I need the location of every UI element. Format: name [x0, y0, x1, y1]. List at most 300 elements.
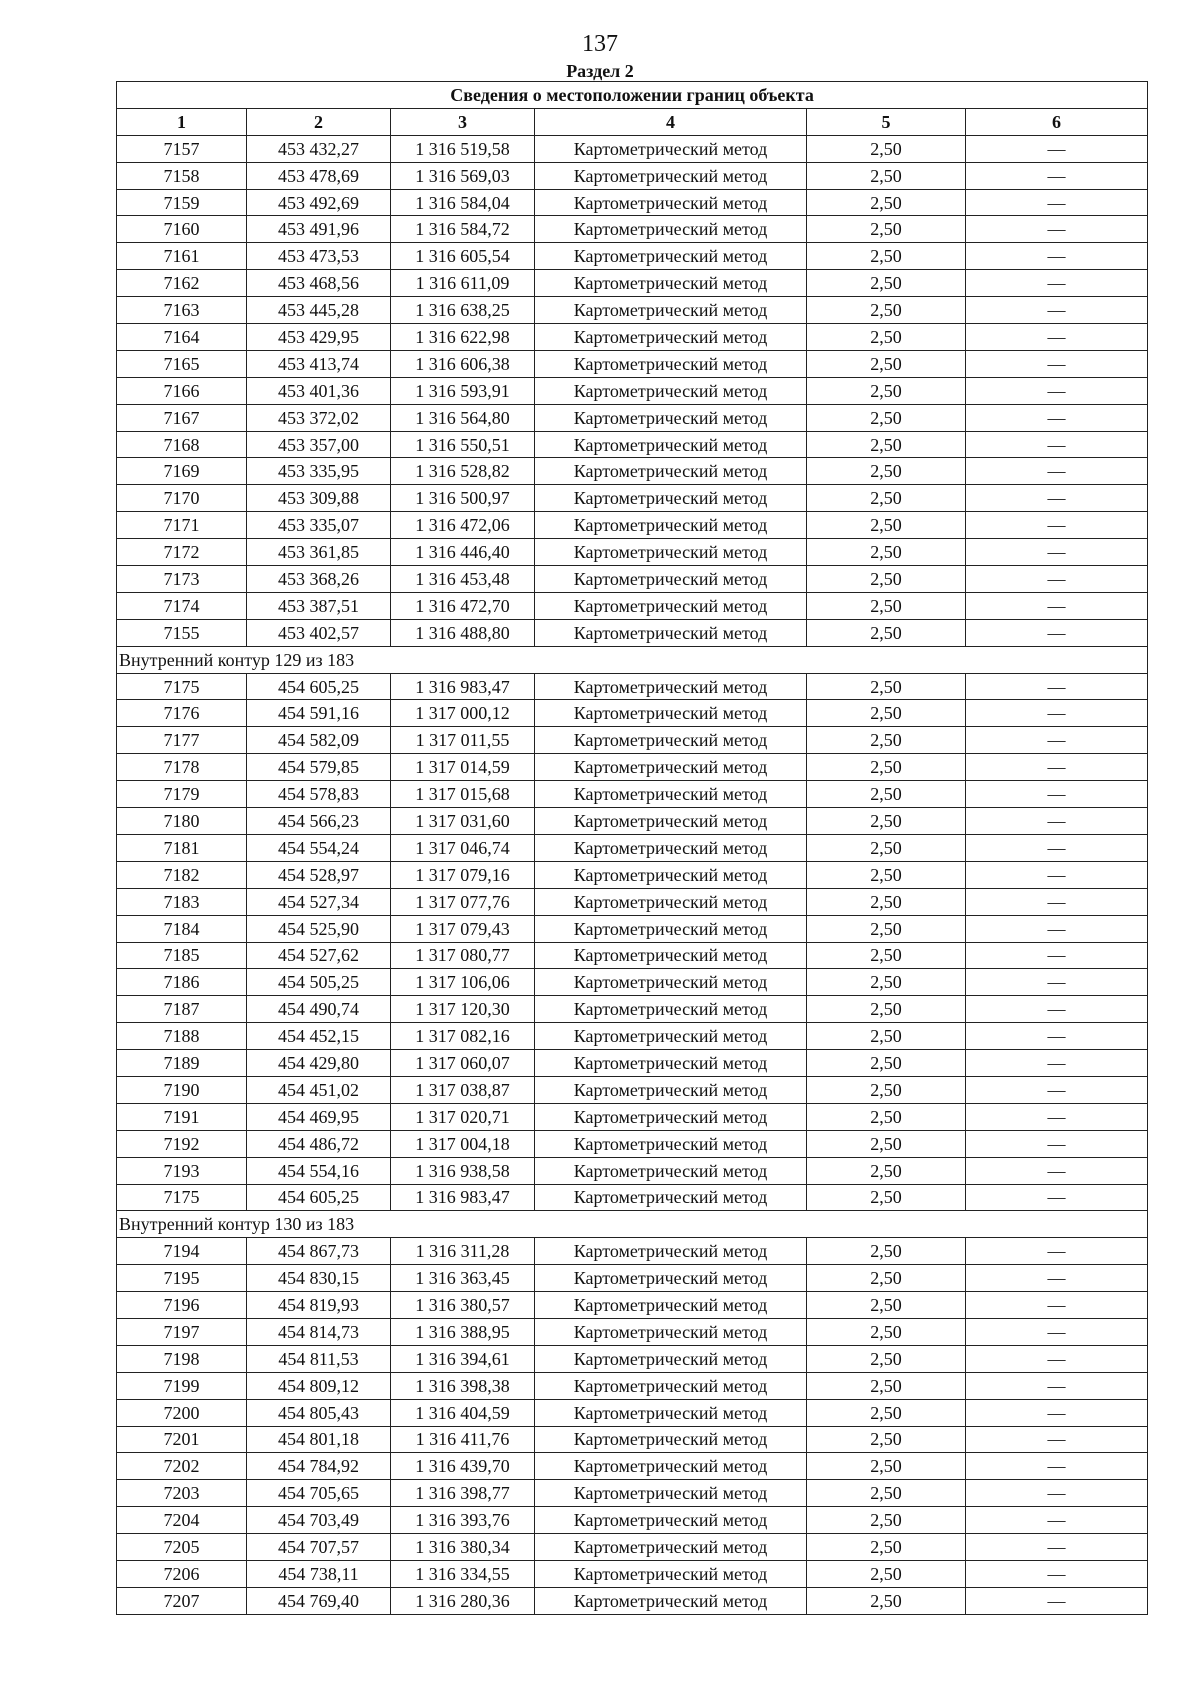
x-coordinate-cell: 454 867,73 — [247, 1238, 391, 1265]
note-cell: — — [966, 297, 1148, 324]
accuracy-cell: 2,50 — [807, 1076, 966, 1103]
method-cell: Картометрический метод — [535, 1076, 807, 1103]
method-cell: Картометрический метод — [535, 377, 807, 404]
x-coordinate-cell: 453 372,02 — [247, 404, 391, 431]
x-coordinate-cell: 454 582,09 — [247, 727, 391, 754]
x-coordinate-cell: 454 591,16 — [247, 700, 391, 727]
point-number-cell: 7206 — [117, 1560, 247, 1587]
x-coordinate-cell: 454 486,72 — [247, 1130, 391, 1157]
note-cell: — — [966, 243, 1148, 270]
note-cell: — — [966, 162, 1148, 189]
method-cell: Картометрический метод — [535, 216, 807, 243]
accuracy-cell: 2,50 — [807, 1560, 966, 1587]
method-cell: Картометрический метод — [535, 539, 807, 566]
point-number-cell: 7172 — [117, 539, 247, 566]
x-coordinate-cell: 453 429,95 — [247, 324, 391, 351]
point-number-cell: 7180 — [117, 808, 247, 835]
y-coordinate-cell: 1 316 611,09 — [391, 270, 535, 297]
x-coordinate-cell: 454 429,80 — [247, 1050, 391, 1077]
x-coordinate-cell: 454 738,11 — [247, 1560, 391, 1587]
method-cell: Картометрический метод — [535, 1157, 807, 1184]
method-cell: Картометрический метод — [535, 888, 807, 915]
x-coordinate-cell: 454 469,95 — [247, 1103, 391, 1130]
note-cell: — — [966, 996, 1148, 1023]
note-cell: — — [966, 619, 1148, 646]
y-coordinate-cell: 1 316 393,76 — [391, 1507, 535, 1534]
accuracy-cell: 2,50 — [807, 619, 966, 646]
point-number-cell: 7196 — [117, 1292, 247, 1319]
table-row — [117, 861, 1148, 888]
point-number-cell: 7158 — [117, 162, 247, 189]
table-row — [117, 1534, 1148, 1561]
x-coordinate-cell: 454 705,65 — [247, 1480, 391, 1507]
table-row — [117, 1399, 1148, 1426]
method-cell: Картометрический метод — [535, 727, 807, 754]
accuracy-cell: 2,50 — [807, 1157, 966, 1184]
table-row — [117, 431, 1148, 458]
point-number-cell: 7177 — [117, 727, 247, 754]
note-cell: — — [966, 1130, 1148, 1157]
y-coordinate-cell: 1 317 038,87 — [391, 1076, 535, 1103]
point-number-cell: 7205 — [117, 1534, 247, 1561]
y-coordinate-cell: 1 316 550,51 — [391, 431, 535, 458]
accuracy-cell: 2,50 — [807, 216, 966, 243]
table-row — [117, 1345, 1148, 1372]
accuracy-cell: 2,50 — [807, 727, 966, 754]
x-coordinate-cell: 453 413,74 — [247, 350, 391, 377]
point-number-cell: 7160 — [117, 216, 247, 243]
y-coordinate-cell: 1 317 060,07 — [391, 1050, 535, 1077]
note-cell: — — [966, 1318, 1148, 1345]
table-row — [117, 1265, 1148, 1292]
section-title: Раздел 2 — [566, 61, 634, 81]
table-row — [117, 888, 1148, 915]
accuracy-cell: 2,50 — [807, 808, 966, 835]
accuracy-cell: 2,50 — [807, 1103, 966, 1130]
method-cell: Картометрический метод — [535, 404, 807, 431]
y-coordinate-cell: 1 316 528,82 — [391, 458, 535, 485]
x-coordinate-cell: 454 554,16 — [247, 1157, 391, 1184]
accuracy-cell: 2,50 — [807, 377, 966, 404]
accuracy-cell: 2,50 — [807, 1345, 966, 1372]
note-cell: — — [966, 861, 1148, 888]
x-coordinate-cell: 453 361,85 — [247, 539, 391, 566]
y-coordinate-cell: 1 317 004,18 — [391, 1130, 535, 1157]
point-number-cell: 7195 — [117, 1265, 247, 1292]
point-number-cell: 7162 — [117, 270, 247, 297]
method-cell: Картометрический метод — [535, 431, 807, 458]
point-number-cell: 7201 — [117, 1426, 247, 1453]
table-title-row — [117, 82, 1148, 109]
method-cell: Картометрический метод — [535, 592, 807, 619]
y-coordinate-cell: 1 317 046,74 — [391, 834, 535, 861]
x-coordinate-cell: 453 432,27 — [247, 135, 391, 162]
accuracy-cell: 2,50 — [807, 324, 966, 351]
y-coordinate-cell: 1 316 584,72 — [391, 216, 535, 243]
accuracy-cell: 2,50 — [807, 512, 966, 539]
table-row — [117, 539, 1148, 566]
y-coordinate-cell: 1 316 638,25 — [391, 297, 535, 324]
accuracy-cell: 2,50 — [807, 1372, 966, 1399]
point-number-cell: 7200 — [117, 1399, 247, 1426]
accuracy-cell: 2,50 — [807, 1050, 966, 1077]
method-cell: Картометрический метод — [535, 1426, 807, 1453]
note-cell: — — [966, 942, 1148, 969]
method-cell: Картометрический метод — [535, 1265, 807, 1292]
point-number-cell: 7175 — [117, 673, 247, 700]
note-cell: — — [966, 700, 1148, 727]
accuracy-cell: 2,50 — [807, 781, 966, 808]
method-cell: Картометрический метод — [535, 1184, 807, 1211]
point-number-cell: 7185 — [117, 942, 247, 969]
y-coordinate-cell: 1 317 080,77 — [391, 942, 535, 969]
accuracy-cell: 2,50 — [807, 458, 966, 485]
point-number-cell: 7155 — [117, 619, 247, 646]
x-coordinate-cell: 454 566,23 — [247, 808, 391, 835]
point-number-cell: 7163 — [117, 297, 247, 324]
table-row — [117, 1560, 1148, 1587]
note-cell: — — [966, 404, 1148, 431]
y-coordinate-cell: 1 317 120,30 — [391, 996, 535, 1023]
accuracy-cell: 2,50 — [807, 888, 966, 915]
note-cell: — — [966, 458, 1148, 485]
method-cell: Картометрический метод — [535, 458, 807, 485]
point-number-cell: 7170 — [117, 485, 247, 512]
note-cell: — — [966, 216, 1148, 243]
method-cell: Картометрический метод — [535, 350, 807, 377]
y-coordinate-cell: 1 317 079,16 — [391, 861, 535, 888]
x-coordinate-cell: 453 473,53 — [247, 243, 391, 270]
y-coordinate-cell: 1 316 398,38 — [391, 1372, 535, 1399]
x-coordinate-cell: 453 492,69 — [247, 189, 391, 216]
y-coordinate-cell: 1 316 334,55 — [391, 1560, 535, 1587]
table-row — [117, 673, 1148, 700]
contour-label: Внутренний контур 130 из 183 — [117, 1211, 1148, 1238]
note-cell: — — [966, 1184, 1148, 1211]
point-number-cell: 7184 — [117, 915, 247, 942]
method-cell: Картометрический метод — [535, 189, 807, 216]
accuracy-cell: 2,50 — [807, 404, 966, 431]
method-cell: Картометрический метод — [535, 485, 807, 512]
note-cell: — — [966, 189, 1148, 216]
method-cell: Картометрический метод — [535, 619, 807, 646]
x-coordinate-cell: 454 451,02 — [247, 1076, 391, 1103]
y-coordinate-cell: 1 316 311,28 — [391, 1238, 535, 1265]
y-coordinate-cell: 1 316 453,48 — [391, 566, 535, 593]
method-cell: Картометрический метод — [535, 700, 807, 727]
table-row — [117, 592, 1148, 619]
point-number-cell: 7187 — [117, 996, 247, 1023]
method-cell: Картометрический метод — [535, 566, 807, 593]
y-coordinate-cell: 1 316 584,04 — [391, 189, 535, 216]
point-number-cell: 7161 — [117, 243, 247, 270]
x-coordinate-cell: 453 387,51 — [247, 592, 391, 619]
note-cell: — — [966, 1292, 1148, 1319]
accuracy-cell: 2,50 — [807, 1184, 966, 1211]
y-coordinate-cell: 1 316 564,80 — [391, 404, 535, 431]
table-row — [117, 619, 1148, 646]
table-row — [117, 243, 1148, 270]
method-cell: Картометрический метод — [535, 996, 807, 1023]
x-coordinate-cell: 454 505,25 — [247, 969, 391, 996]
accuracy-cell: 2,50 — [807, 861, 966, 888]
method-cell: Картометрический метод — [535, 297, 807, 324]
x-coordinate-cell: 454 819,93 — [247, 1292, 391, 1319]
table-row — [117, 727, 1148, 754]
y-coordinate-cell: 1 316 472,06 — [391, 512, 535, 539]
accuracy-cell: 2,50 — [807, 942, 966, 969]
point-number-cell: 7171 — [117, 512, 247, 539]
x-coordinate-cell: 454 605,25 — [247, 1184, 391, 1211]
x-coordinate-cell: 454 707,57 — [247, 1534, 391, 1561]
y-coordinate-cell: 1 316 363,45 — [391, 1265, 535, 1292]
table-row — [117, 189, 1148, 216]
accuracy-cell: 2,50 — [807, 754, 966, 781]
y-coordinate-cell: 1 316 388,95 — [391, 1318, 535, 1345]
y-coordinate-cell: 1 316 488,80 — [391, 619, 535, 646]
accuracy-cell: 2,50 — [807, 539, 966, 566]
y-coordinate-cell: 1 316 569,03 — [391, 162, 535, 189]
point-number-cell: 7204 — [117, 1507, 247, 1534]
table-row — [117, 1426, 1148, 1453]
note-cell: — — [966, 1372, 1148, 1399]
note-cell: — — [966, 1453, 1148, 1480]
note-cell: — — [966, 915, 1148, 942]
accuracy-cell: 2,50 — [807, 485, 966, 512]
method-cell: Картометрический метод — [535, 1587, 807, 1614]
method-cell: Картометрический метод — [535, 1453, 807, 1480]
point-number-cell: 7181 — [117, 834, 247, 861]
y-coordinate-cell: 1 316 472,70 — [391, 592, 535, 619]
point-number-cell: 7192 — [117, 1130, 247, 1157]
y-coordinate-cell: 1 317 106,06 — [391, 969, 535, 996]
accuracy-cell: 2,50 — [807, 350, 966, 377]
table-row — [117, 834, 1148, 861]
method-cell: Картометрический метод — [535, 1399, 807, 1426]
y-coordinate-cell: 1 317 014,59 — [391, 754, 535, 781]
contour-label: Внутренний контур 129 из 183 — [117, 646, 1148, 673]
x-coordinate-cell: 454 830,15 — [247, 1265, 391, 1292]
note-cell: — — [966, 566, 1148, 593]
table-row — [117, 1480, 1148, 1507]
table-row — [117, 1184, 1148, 1211]
note-cell: — — [966, 539, 1148, 566]
note-cell: — — [966, 350, 1148, 377]
method-cell: Картометрический метод — [535, 808, 807, 835]
point-number-cell: 7203 — [117, 1480, 247, 1507]
x-coordinate-cell: 453 478,69 — [247, 162, 391, 189]
table-row — [117, 350, 1148, 377]
x-coordinate-cell: 453 402,57 — [247, 619, 391, 646]
column-number: 6 — [966, 108, 1148, 135]
note-cell: — — [966, 888, 1148, 915]
column-number: 4 — [535, 108, 807, 135]
y-coordinate-cell: 1 316 411,76 — [391, 1426, 535, 1453]
y-coordinate-cell: 1 316 606,38 — [391, 350, 535, 377]
accuracy-cell: 2,50 — [807, 1292, 966, 1319]
point-number-cell: 7168 — [117, 431, 247, 458]
method-cell: Картометрический метод — [535, 781, 807, 808]
point-number-cell: 7165 — [117, 350, 247, 377]
table-row — [117, 942, 1148, 969]
method-cell: Картометрический метод — [535, 1345, 807, 1372]
note-cell: — — [966, 377, 1148, 404]
table-row — [117, 324, 1148, 351]
accuracy-cell: 2,50 — [807, 431, 966, 458]
table-row — [117, 512, 1148, 539]
method-cell: Картометрический метод — [535, 1103, 807, 1130]
table-row — [117, 1238, 1148, 1265]
y-coordinate-cell: 1 317 079,43 — [391, 915, 535, 942]
method-cell: Картометрический метод — [535, 1130, 807, 1157]
y-coordinate-cell: 1 317 082,16 — [391, 1023, 535, 1050]
note-cell: — — [966, 1345, 1148, 1372]
point-number-cell: 7188 — [117, 1023, 247, 1050]
table-row — [117, 135, 1148, 162]
accuracy-cell: 2,50 — [807, 915, 966, 942]
table-row — [117, 808, 1148, 835]
x-coordinate-cell: 453 357,00 — [247, 431, 391, 458]
method-cell: Картометрический метод — [535, 1292, 807, 1319]
accuracy-cell: 2,50 — [807, 1265, 966, 1292]
column-number: 3 — [391, 108, 535, 135]
x-coordinate-cell: 453 309,88 — [247, 485, 391, 512]
y-coordinate-cell: 1 316 280,36 — [391, 1587, 535, 1614]
method-cell: Картометрический метод — [535, 1318, 807, 1345]
y-coordinate-cell: 1 316 380,34 — [391, 1534, 535, 1561]
x-coordinate-cell: 454 811,53 — [247, 1345, 391, 1372]
note-cell: — — [966, 1238, 1148, 1265]
accuracy-cell: 2,50 — [807, 592, 966, 619]
x-coordinate-cell: 453 468,56 — [247, 270, 391, 297]
note-cell: — — [966, 1050, 1148, 1077]
point-number-cell: 7186 — [117, 969, 247, 996]
x-coordinate-cell: 454 805,43 — [247, 1399, 391, 1426]
method-cell: Картометрический метод — [535, 942, 807, 969]
x-coordinate-cell: 454 579,85 — [247, 754, 391, 781]
x-coordinate-cell: 454 527,34 — [247, 888, 391, 915]
x-coordinate-cell: 454 528,97 — [247, 861, 391, 888]
accuracy-cell: 2,50 — [807, 566, 966, 593]
accuracy-cell: 2,50 — [807, 243, 966, 270]
table-row — [117, 754, 1148, 781]
point-number-cell: 7190 — [117, 1076, 247, 1103]
accuracy-cell: 2,50 — [807, 270, 966, 297]
table-row — [117, 377, 1148, 404]
y-coordinate-cell: 1 316 519,58 — [391, 135, 535, 162]
y-coordinate-cell: 1 316 938,58 — [391, 1157, 535, 1184]
point-number-cell: 7179 — [117, 781, 247, 808]
method-cell: Картометрический метод — [535, 834, 807, 861]
y-coordinate-cell: 1 317 020,71 — [391, 1103, 535, 1130]
note-cell: — — [966, 1426, 1148, 1453]
point-number-cell: 7175 — [117, 1184, 247, 1211]
point-number-cell: 7197 — [117, 1318, 247, 1345]
note-cell: — — [966, 1023, 1148, 1050]
table-row — [117, 1318, 1148, 1345]
note-cell: — — [966, 512, 1148, 539]
note-cell: — — [966, 431, 1148, 458]
note-cell: — — [966, 485, 1148, 512]
note-cell: — — [966, 324, 1148, 351]
y-coordinate-cell: 1 317 031,60 — [391, 808, 535, 835]
accuracy-cell: 2,50 — [807, 1453, 966, 1480]
contour-header-row — [117, 1211, 1148, 1238]
table-row — [117, 1372, 1148, 1399]
accuracy-cell: 2,50 — [807, 135, 966, 162]
y-coordinate-cell: 1 317 077,76 — [391, 888, 535, 915]
x-coordinate-cell: 454 554,24 — [247, 834, 391, 861]
table-row — [117, 1130, 1148, 1157]
column-number: 5 — [807, 108, 966, 135]
point-number-cell: 7194 — [117, 1238, 247, 1265]
accuracy-cell: 2,50 — [807, 1587, 966, 1614]
note-cell: — — [966, 673, 1148, 700]
column-number: 2 — [247, 108, 391, 135]
table-row — [117, 216, 1148, 243]
point-number-cell: 7193 — [117, 1157, 247, 1184]
note-cell: — — [966, 834, 1148, 861]
accuracy-cell: 2,50 — [807, 1507, 966, 1534]
y-coordinate-cell: 1 316 398,77 — [391, 1480, 535, 1507]
table-row — [117, 1587, 1148, 1614]
point-number-cell: 7182 — [117, 861, 247, 888]
point-number-cell: 7169 — [117, 458, 247, 485]
point-number-cell: 7189 — [117, 1050, 247, 1077]
table-row — [117, 1050, 1148, 1077]
y-coordinate-cell: 1 316 394,61 — [391, 1345, 535, 1372]
note-cell: — — [966, 135, 1148, 162]
point-number-cell: 7174 — [117, 592, 247, 619]
table-row — [117, 485, 1148, 512]
accuracy-cell: 2,50 — [807, 1399, 966, 1426]
method-cell: Картометрический метод — [535, 754, 807, 781]
x-coordinate-cell: 453 445,28 — [247, 297, 391, 324]
method-cell: Картометрический метод — [535, 861, 807, 888]
table-row — [117, 270, 1148, 297]
method-cell: Картометрический метод — [535, 1050, 807, 1077]
y-coordinate-cell: 1 316 404,59 — [391, 1399, 535, 1426]
method-cell: Картометрический метод — [535, 512, 807, 539]
accuracy-cell: 2,50 — [807, 1480, 966, 1507]
point-number-cell: 7191 — [117, 1103, 247, 1130]
y-coordinate-cell: 1 317 011,55 — [391, 727, 535, 754]
point-number-cell: 7157 — [117, 135, 247, 162]
x-coordinate-cell: 454 527,62 — [247, 942, 391, 969]
note-cell: — — [966, 808, 1148, 835]
y-coordinate-cell: 1 317 015,68 — [391, 781, 535, 808]
note-cell: — — [966, 592, 1148, 619]
table-row — [117, 781, 1148, 808]
table-title: Сведения о местоположении границ объекта — [117, 82, 1148, 109]
accuracy-cell: 2,50 — [807, 1534, 966, 1561]
note-cell: — — [966, 270, 1148, 297]
method-cell: Картометрический метод — [535, 135, 807, 162]
x-coordinate-cell: 454 703,49 — [247, 1507, 391, 1534]
table-row — [117, 969, 1148, 996]
accuracy-cell: 2,50 — [807, 1023, 966, 1050]
accuracy-cell: 2,50 — [807, 1238, 966, 1265]
y-coordinate-cell: 1 316 983,47 — [391, 1184, 535, 1211]
accuracy-cell: 2,50 — [807, 834, 966, 861]
table-row — [117, 404, 1148, 431]
table-row — [117, 996, 1148, 1023]
x-coordinate-cell: 453 335,95 — [247, 458, 391, 485]
note-cell: — — [966, 781, 1148, 808]
accuracy-cell: 2,50 — [807, 1318, 966, 1345]
method-cell: Картометрический метод — [535, 1560, 807, 1587]
note-cell: — — [966, 1076, 1148, 1103]
